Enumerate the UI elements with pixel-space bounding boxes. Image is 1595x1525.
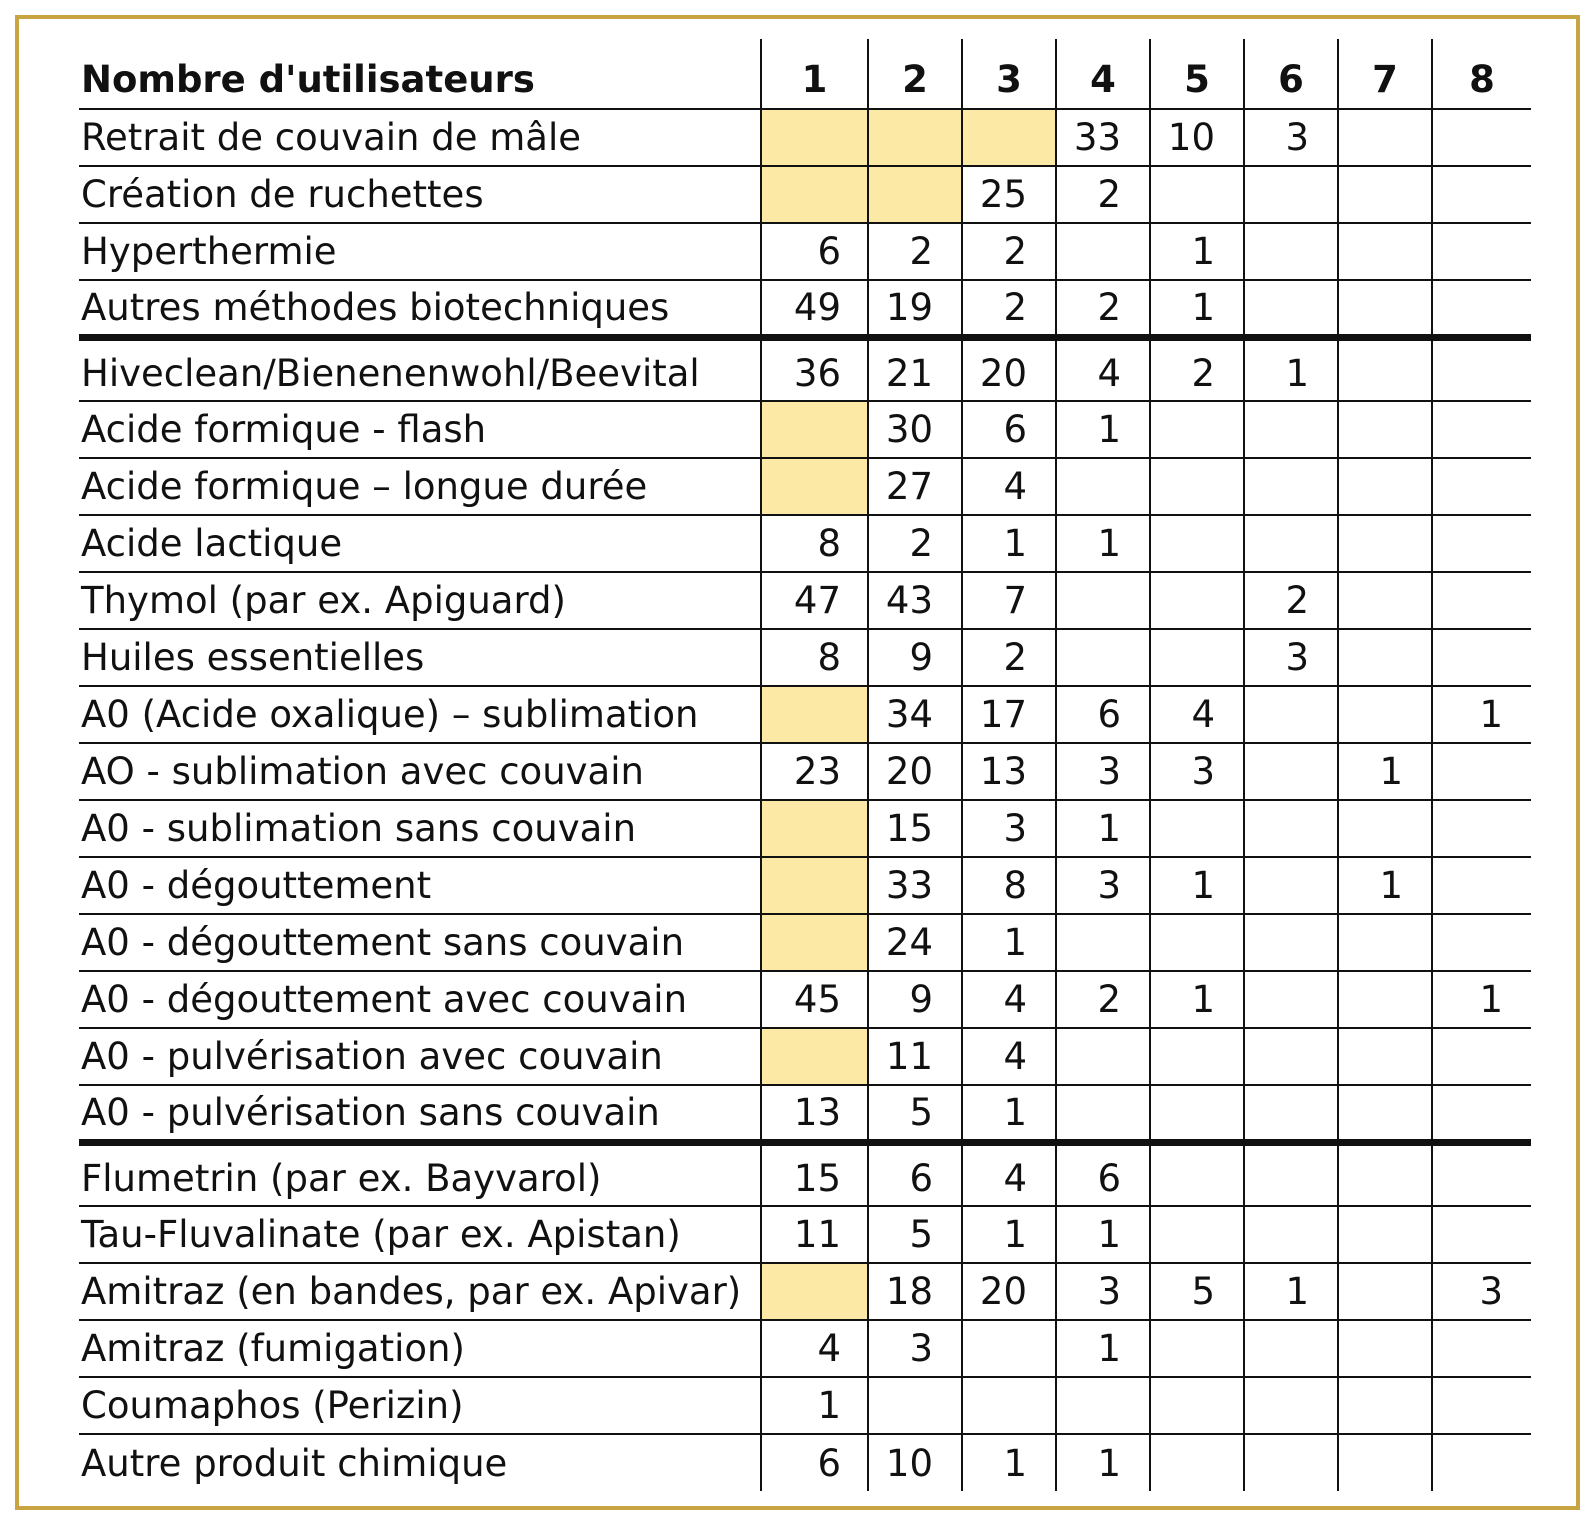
table-cell bbox=[1244, 1085, 1338, 1142]
table-row bbox=[79, 515, 1531, 572]
table-cell: 3 bbox=[1244, 109, 1338, 166]
table-row bbox=[79, 572, 1531, 629]
table-cell bbox=[1056, 1377, 1150, 1434]
table-cell bbox=[1432, 800, 1531, 857]
table-row bbox=[79, 857, 1531, 914]
table-row bbox=[79, 800, 1531, 857]
table-cell bbox=[761, 109, 868, 166]
table-cell: 11 bbox=[761, 1206, 868, 1263]
table-cell bbox=[761, 800, 868, 857]
table-cell bbox=[1150, 401, 1244, 458]
row-label: Amitraz (fumigation) bbox=[79, 1320, 761, 1377]
table-cell bbox=[761, 1263, 868, 1320]
row-label: Huiles essentielles bbox=[79, 629, 761, 686]
table-cell: 4 bbox=[1150, 686, 1244, 743]
header-row bbox=[79, 39, 1531, 109]
table-cell: 49 bbox=[761, 280, 868, 337]
table-row bbox=[79, 1377, 1531, 1434]
table-cell bbox=[1150, 800, 1244, 857]
table-cell: 2 bbox=[1056, 971, 1150, 1028]
table-cell: 5 bbox=[868, 1085, 962, 1142]
table-cell: 2 bbox=[868, 223, 962, 280]
table-cell bbox=[761, 857, 868, 914]
row-label: A0 - pulvérisation sans couvain bbox=[79, 1085, 761, 1142]
row-label: Autres méthodes biotechniques bbox=[79, 280, 761, 337]
table-row bbox=[79, 1142, 1531, 1206]
table-cell bbox=[761, 166, 868, 223]
table-cell bbox=[962, 1320, 1056, 1377]
table-cell: 2 bbox=[1150, 337, 1244, 401]
table-cell: 2 bbox=[962, 629, 1056, 686]
table-cell bbox=[1432, 914, 1531, 971]
table-cell bbox=[1338, 280, 1432, 337]
table-row bbox=[79, 401, 1531, 458]
row-label: A0 - sublimation sans couvain bbox=[79, 800, 761, 857]
table-cell bbox=[1432, 337, 1531, 401]
table-cell bbox=[1338, 401, 1432, 458]
table-cell: 47 bbox=[761, 572, 868, 629]
table-cell: 1 bbox=[1432, 971, 1531, 1028]
table-cell: 1 bbox=[1150, 223, 1244, 280]
row-label: A0 (Acide oxalique) – sublimation bbox=[79, 686, 761, 743]
table-cell: 2 bbox=[962, 223, 1056, 280]
table-cell bbox=[1338, 109, 1432, 166]
table-cell: 7 bbox=[962, 572, 1056, 629]
row-label: Autre produit chimique bbox=[81, 1441, 508, 1485]
table-cell bbox=[1150, 1085, 1244, 1142]
table-row bbox=[79, 629, 1531, 686]
table-cell: 6 bbox=[1056, 686, 1150, 743]
row-label: Flumetrin (par ex. Bayvarol) bbox=[79, 1142, 761, 1206]
table-row bbox=[79, 166, 1531, 223]
column-header: 2 bbox=[868, 39, 962, 109]
table-cell bbox=[1244, 971, 1338, 1028]
table-cell bbox=[1432, 515, 1531, 572]
table-cell bbox=[1150, 1320, 1244, 1377]
table-cell bbox=[1244, 914, 1338, 971]
table-cell: 4 bbox=[962, 1028, 1056, 1085]
table-cell bbox=[1244, 1206, 1338, 1263]
table-cell bbox=[761, 686, 868, 743]
table-row bbox=[79, 971, 1531, 1028]
table-cell: 3 bbox=[1432, 1263, 1531, 1320]
table-cell: 8 bbox=[761, 515, 868, 572]
table-cell bbox=[1244, 515, 1338, 572]
table-cell: 34 bbox=[868, 686, 962, 743]
row-label: Acide lactique bbox=[79, 515, 761, 572]
table-cell bbox=[1244, 857, 1338, 914]
table-cell: 1 bbox=[1056, 1434, 1150, 1491]
table-cell bbox=[1338, 1142, 1432, 1206]
table-row bbox=[79, 1320, 1531, 1377]
table-row bbox=[79, 223, 1531, 280]
table-cell bbox=[1432, 166, 1531, 223]
table-row bbox=[79, 686, 1531, 743]
table-cell bbox=[761, 458, 868, 515]
table-cell: 23 bbox=[761, 743, 868, 800]
table-cell bbox=[1150, 1028, 1244, 1085]
table-cell bbox=[1338, 458, 1432, 515]
table-cell bbox=[1338, 1377, 1432, 1434]
table-cell bbox=[1338, 1263, 1432, 1320]
column-header: 5 bbox=[1150, 39, 1244, 109]
table-cell: 1 bbox=[962, 1434, 1056, 1491]
table-cell bbox=[1244, 1142, 1338, 1206]
table-cell: 4 bbox=[1056, 337, 1150, 401]
table-cell bbox=[1056, 629, 1150, 686]
varroa-treatment-table bbox=[79, 39, 1531, 1491]
row-label: Coumaphos (Perizin) bbox=[79, 1377, 761, 1434]
row-label: Création de ruchettes bbox=[79, 166, 761, 223]
table-cell bbox=[1244, 401, 1338, 458]
table-cell: 33 bbox=[868, 857, 962, 914]
table-cell bbox=[1244, 686, 1338, 743]
table-cell bbox=[1056, 914, 1150, 971]
table-cell: 13 bbox=[761, 1085, 868, 1142]
table-cell: 1 bbox=[1338, 743, 1432, 800]
table-cell: 1 bbox=[962, 515, 1056, 572]
table-cell bbox=[962, 109, 1056, 166]
column-header: 3 bbox=[962, 39, 1056, 109]
table-row bbox=[79, 337, 1531, 401]
table-cell bbox=[1432, 1320, 1531, 1377]
table-cell bbox=[1432, 458, 1531, 515]
table-cell bbox=[1338, 1434, 1432, 1491]
table-row bbox=[79, 1085, 1531, 1142]
column-header: 6 bbox=[1244, 39, 1338, 109]
table-cell: 6 bbox=[1056, 1142, 1150, 1206]
table-cell: 30 bbox=[868, 401, 962, 458]
table-cell bbox=[1432, 572, 1531, 629]
table-cell: 1 bbox=[1244, 337, 1338, 401]
table-cell: 17 bbox=[962, 686, 1056, 743]
table-cell bbox=[1150, 1434, 1244, 1491]
table-cell: 33 bbox=[1056, 109, 1150, 166]
table-cell bbox=[1244, 1377, 1338, 1434]
table-cell: 1 bbox=[1056, 1206, 1150, 1263]
table-cell: 15 bbox=[761, 1142, 868, 1206]
table-cell bbox=[1150, 914, 1244, 971]
table-cell bbox=[1150, 629, 1244, 686]
table-cell: 19 bbox=[868, 280, 962, 337]
table-cell bbox=[761, 401, 868, 458]
table-cell bbox=[1244, 1028, 1338, 1085]
row-label: A0 - dégouttement avec couvain bbox=[79, 971, 761, 1028]
table-cell: 2 bbox=[1056, 166, 1150, 223]
table-cell bbox=[1338, 1028, 1432, 1085]
table-cell bbox=[1432, 743, 1531, 800]
table-cell bbox=[1150, 572, 1244, 629]
table-frame bbox=[15, 15, 1580, 1510]
table-cell: 1 bbox=[962, 1085, 1056, 1142]
table-row bbox=[79, 1434, 1531, 1491]
column-header: 4 bbox=[1056, 39, 1150, 109]
table-cell bbox=[1056, 1085, 1150, 1142]
table-cell bbox=[1432, 857, 1531, 914]
table-row bbox=[79, 458, 1531, 515]
table-cell: 5 bbox=[868, 1206, 962, 1263]
table-cell bbox=[1432, 1206, 1531, 1263]
table-cell bbox=[1338, 914, 1432, 971]
table-cell: 3 bbox=[1056, 857, 1150, 914]
table-cell bbox=[1338, 1085, 1432, 1142]
table-cell: 2 bbox=[1244, 572, 1338, 629]
table-row bbox=[79, 1263, 1531, 1320]
table-cell: 6 bbox=[962, 401, 1056, 458]
row-label: Hiveclean/Bienenenwohl/Beevital bbox=[79, 337, 761, 401]
table-cell: 1 bbox=[1432, 686, 1531, 743]
table-cell: 24 bbox=[868, 914, 962, 971]
table-cell: 1 bbox=[962, 914, 1056, 971]
table-cell: 2 bbox=[962, 280, 1056, 337]
column-header: 7 bbox=[1338, 39, 1432, 109]
table-cell bbox=[1432, 109, 1531, 166]
table-cell bbox=[868, 166, 962, 223]
table-cell bbox=[1244, 1320, 1338, 1377]
table-cell bbox=[1056, 572, 1150, 629]
table-cell bbox=[1432, 1434, 1531, 1491]
table-cell bbox=[1338, 629, 1432, 686]
table-cell bbox=[761, 1028, 868, 1085]
table-cell: 1 bbox=[1150, 971, 1244, 1028]
table-cell: 6 bbox=[761, 1434, 868, 1491]
table-cell: 36 bbox=[761, 337, 868, 401]
table-cell bbox=[1432, 401, 1531, 458]
table-cell bbox=[1338, 1206, 1432, 1263]
table-cell bbox=[1338, 1320, 1432, 1377]
table-row bbox=[79, 109, 1531, 166]
table-cell bbox=[1338, 166, 1432, 223]
column-header: 8 bbox=[1432, 39, 1531, 109]
row-label: A0 - pulvérisation avec couvain bbox=[79, 1028, 761, 1085]
table-cell bbox=[868, 1377, 962, 1434]
table-cell: 1 bbox=[1150, 280, 1244, 337]
table-row bbox=[79, 914, 1531, 971]
table-cell: 1 bbox=[1244, 1263, 1338, 1320]
table-cell: 27 bbox=[868, 458, 962, 515]
table-row bbox=[79, 1028, 1531, 1085]
row-label: Acide formique – longue durée bbox=[79, 458, 761, 515]
table-cell: 25 bbox=[962, 166, 1056, 223]
table-cell bbox=[962, 1377, 1056, 1434]
table-cell bbox=[1244, 800, 1338, 857]
table-cell: 3 bbox=[1150, 743, 1244, 800]
table-cell bbox=[1338, 515, 1432, 572]
table-cell: 3 bbox=[962, 800, 1056, 857]
table-cell bbox=[1244, 166, 1338, 223]
row-label: Retrait de couvain de mâle bbox=[79, 109, 761, 166]
table-cell bbox=[1338, 572, 1432, 629]
table-cell bbox=[1150, 458, 1244, 515]
row-label: Tau-Fluvalinate (par ex. Apistan) bbox=[79, 1206, 761, 1263]
table-cell: 1 bbox=[1056, 401, 1150, 458]
row-label: Acide formique - flash bbox=[79, 401, 761, 458]
table-cell bbox=[1244, 223, 1338, 280]
table-cell bbox=[1150, 515, 1244, 572]
table-cell bbox=[1056, 1028, 1150, 1085]
table-cell: 3 bbox=[868, 1320, 962, 1377]
table-cell: 9 bbox=[868, 629, 962, 686]
table-cell: 18 bbox=[868, 1263, 962, 1320]
table-cell bbox=[868, 109, 962, 166]
table-cell bbox=[1432, 1085, 1531, 1142]
table-cell: 1 bbox=[1338, 857, 1432, 914]
table-cell: 1 bbox=[761, 1377, 868, 1434]
table-cell bbox=[1432, 1028, 1531, 1085]
table-cell: 4 bbox=[962, 971, 1056, 1028]
table-cell bbox=[1150, 1377, 1244, 1434]
table-cell bbox=[1432, 280, 1531, 337]
row-label: Amitraz (en bandes, par ex. Apivar) bbox=[79, 1263, 761, 1320]
header-label: Nombre d'utilisateurs bbox=[79, 39, 761, 109]
table-cell bbox=[1244, 458, 1338, 515]
row-label: A0 - dégouttement bbox=[79, 857, 761, 914]
table-cell: 45 bbox=[761, 971, 868, 1028]
row-label: A0 - dégouttement sans couvain bbox=[79, 914, 761, 971]
table-cell: 1 bbox=[962, 1206, 1056, 1263]
table-cell: 13 bbox=[962, 743, 1056, 800]
table-cell: 8 bbox=[761, 629, 868, 686]
table-cell: 9 bbox=[868, 971, 962, 1028]
table-cell bbox=[1432, 629, 1531, 686]
table-row bbox=[79, 280, 1531, 337]
table-cell bbox=[1244, 1434, 1338, 1491]
table-cell: 3 bbox=[1244, 629, 1338, 686]
table-cell: 5 bbox=[1150, 1263, 1244, 1320]
table-cell: 10 bbox=[1150, 109, 1244, 166]
table-cell: 8 bbox=[962, 857, 1056, 914]
table-cell bbox=[1338, 337, 1432, 401]
table-cell bbox=[1150, 1206, 1244, 1263]
table-cell: 21 bbox=[868, 337, 962, 401]
table-cell: 11 bbox=[868, 1028, 962, 1085]
table-cell: 15 bbox=[868, 800, 962, 857]
table-cell bbox=[1056, 223, 1150, 280]
table-cell: 4 bbox=[962, 458, 1056, 515]
table-cell: 1 bbox=[1056, 515, 1150, 572]
table-cell bbox=[1338, 223, 1432, 280]
table-cell bbox=[1432, 1142, 1531, 1206]
table-cell: 10 bbox=[868, 1434, 962, 1491]
table-cell: 6 bbox=[868, 1142, 962, 1206]
table-row bbox=[79, 1206, 1531, 1263]
table-cell: 20 bbox=[868, 743, 962, 800]
table-row bbox=[79, 743, 1531, 800]
table-cell bbox=[1150, 1142, 1244, 1206]
table-cell: 3 bbox=[1056, 1263, 1150, 1320]
column-header: 1 bbox=[761, 39, 868, 109]
table-cell bbox=[1338, 686, 1432, 743]
table-cell: 1 bbox=[1056, 1320, 1150, 1377]
table-cell bbox=[1338, 800, 1432, 857]
row-label: Hyperthermie bbox=[79, 223, 761, 280]
table-cell bbox=[1432, 1377, 1531, 1434]
table-cell bbox=[1244, 743, 1338, 800]
row-label: AO - sublimation avec couvain bbox=[79, 743, 761, 800]
table-cell: 2 bbox=[1056, 280, 1150, 337]
table-cell: 6 bbox=[761, 223, 868, 280]
table-cell bbox=[761, 914, 868, 971]
table-cell bbox=[1432, 223, 1531, 280]
row-label: Thymol (par ex. Apiguard) bbox=[79, 572, 761, 629]
table-cell: 43 bbox=[868, 572, 962, 629]
table-cell: 3 bbox=[1056, 743, 1150, 800]
table-cell: 4 bbox=[761, 1320, 868, 1377]
table-cell: 20 bbox=[962, 1263, 1056, 1320]
table-cell bbox=[1150, 166, 1244, 223]
table-cell: 20 bbox=[962, 337, 1056, 401]
table-cell: 4 bbox=[962, 1142, 1056, 1206]
table-cell bbox=[1244, 280, 1338, 337]
table-cell: 1 bbox=[1056, 800, 1150, 857]
table-cell: 1 bbox=[1150, 857, 1244, 914]
table-cell bbox=[1056, 458, 1150, 515]
table-cell: 2 bbox=[868, 515, 962, 572]
table-cell bbox=[1338, 971, 1432, 1028]
